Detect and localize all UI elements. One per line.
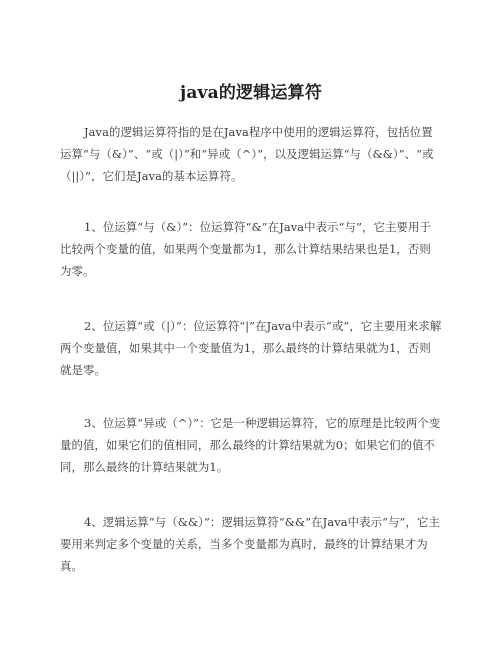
paragraph-logical-and: 4、逻辑运算“与（&&）”：逻辑运算符“&&”在Java中表示“与”，它主要用来判定多个变量的关系，当多个变量都为真时，最终的计算结果才为真。 (60, 515, 440, 573)
document-title: java的逻辑运算符 (179, 83, 323, 103)
paragraph-bitwise-or: 2、位运算“或（|）”：位运算符“|”在Java中表示“或”，它主要用来求解两个变量值，如果其中一个变量值为1，那么最终的计算结果就为1，否则就是零。 (60, 319, 442, 377)
paragraph-bitwise-and: 1、位运算“与（&）”：位运算符“&”在Java中表示“与”，它主要用于比较两个变量的值，如果两个变量都为1，那么计算结果结果也是1，否则为零。 (60, 220, 431, 278)
paragraph-intro: Java的逻辑运算符指的是在Java程序中使用的逻辑运算符，包括位置运算“与（&）”、“或（|）”和“异或（^）”，以及逻辑运算“与（&&）”、“或（||）”，它们是Java的基本运算符。 (60, 125, 434, 183)
paragraph-bitwise-xor: 3、位运算“异或（^）”：它是一种逻辑运算符，它的原理是比较两个变量的值，如果它们的值相同，那么最终的计算结果就为0；如果它们的值不同，那么最终的计算结果就为1。 (60, 416, 441, 474)
